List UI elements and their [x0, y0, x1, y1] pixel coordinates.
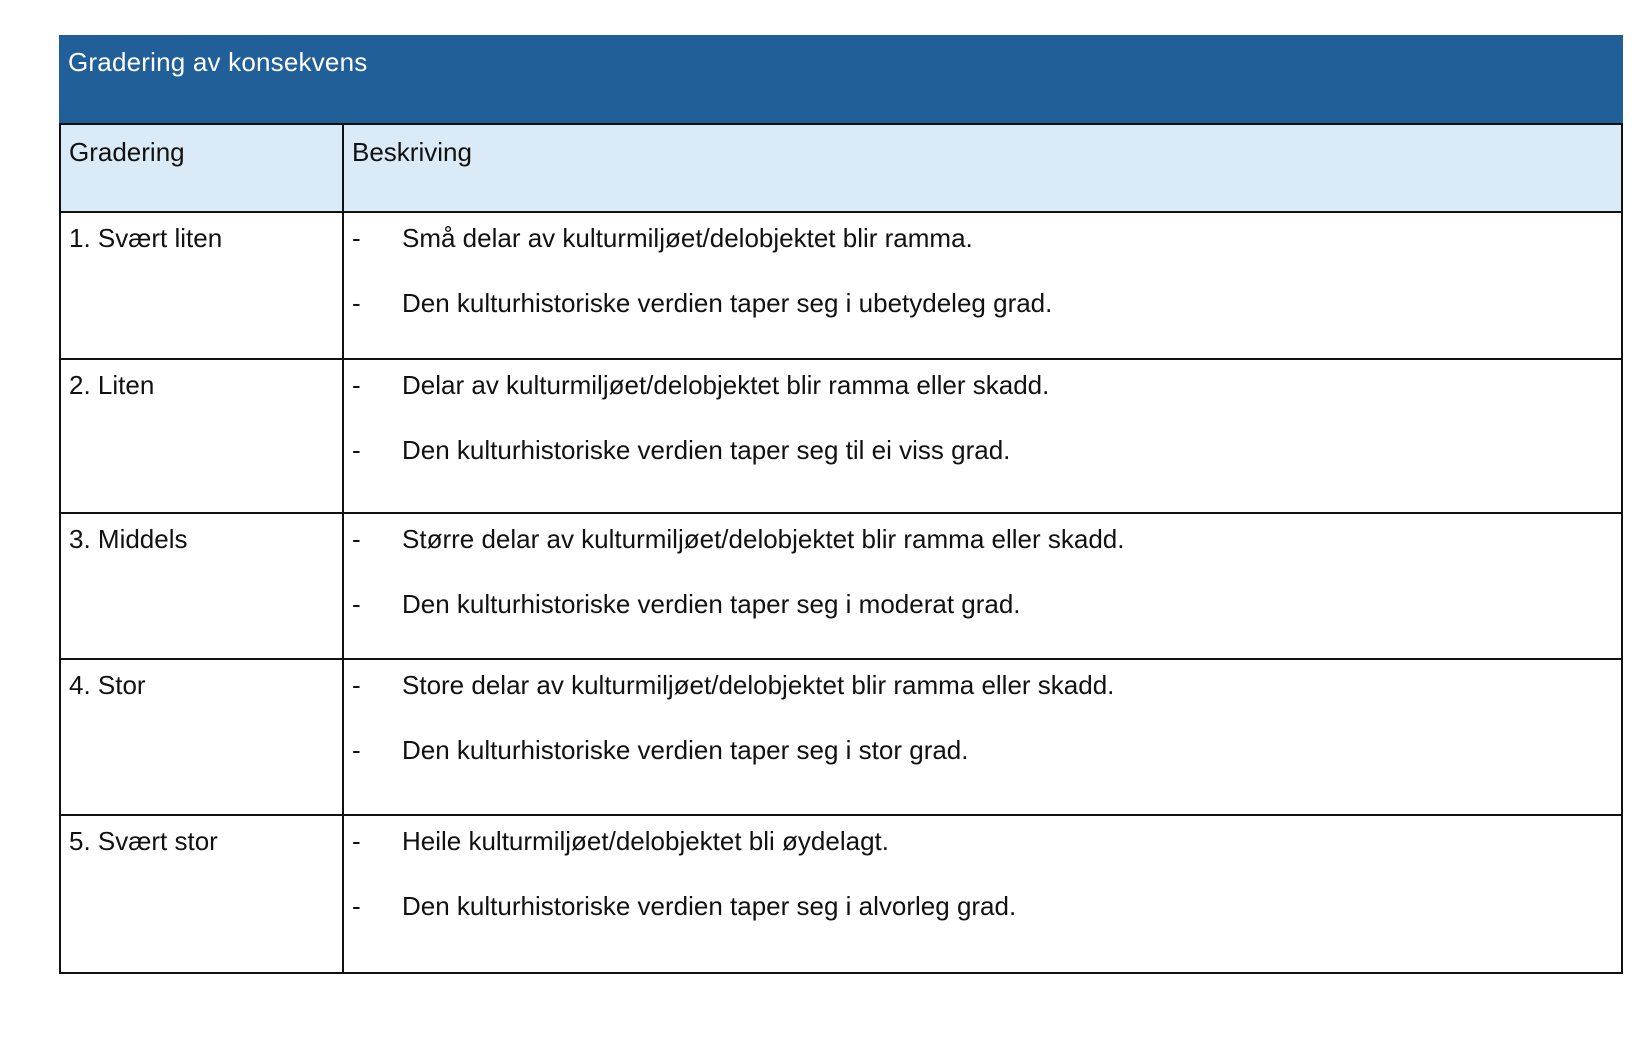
bullet-dash: - — [352, 288, 361, 318]
bullet-dash: - — [352, 524, 361, 554]
description-cell — [344, 514, 1621, 658]
table-row — [61, 514, 1621, 660]
bullet-item — [352, 524, 1613, 589]
table-row — [61, 360, 1621, 514]
grade-cell: 1. Svært liten — [61, 213, 344, 358]
bullet-dash: - — [352, 891, 361, 921]
bullet-text: Den kulturhistoriske verdien taper seg i moderat grad. — [402, 589, 1021, 619]
bullet-dash: - — [352, 223, 361, 253]
bullet-item — [352, 891, 1613, 956]
bullet-item — [352, 735, 1613, 800]
table-row — [61, 213, 1621, 360]
bullet-dash: - — [352, 735, 361, 765]
bullet-item — [352, 223, 1613, 288]
bullet-text: Større delar av kulturmiljøet/delobjektet blir ramma eller skadd. — [402, 524, 1125, 554]
grade-cell: 5. Svært stor — [61, 816, 344, 972]
table-header-row — [61, 125, 1621, 213]
bullet-text: Den kulturhistoriske verdien taper seg til ei viss grad. — [402, 435, 1011, 465]
description-cell — [344, 213, 1621, 358]
bullet-text: Store delar av kulturmiljøet/delobjektet blir ramma eller skadd. — [402, 670, 1115, 700]
bullet-text: Den kulturhistoriske verdien taper seg i stor grad. — [402, 735, 969, 765]
consequence-grading-table — [59, 35, 1623, 974]
bullet-item — [352, 370, 1613, 435]
bullet-dash: - — [352, 370, 361, 400]
description-cell — [344, 360, 1621, 512]
grade-cell: 2. Liten — [61, 360, 344, 512]
bullet-dash: - — [352, 435, 361, 465]
header-grade: Gradering — [61, 125, 344, 211]
bullet-text: Delar av kulturmiljøet/delobjektet blir ramma eller skadd. — [402, 370, 1050, 400]
bullet-item — [352, 288, 1613, 353]
description-cell — [344, 816, 1621, 972]
grade-cell: 3. Middels — [61, 514, 344, 658]
bullet-dash: - — [352, 670, 361, 700]
bullet-item — [352, 589, 1613, 654]
bullet-item — [352, 435, 1613, 500]
bullet-text: Små delar av kulturmiljøet/delobjektet blir ramma. — [402, 223, 973, 253]
table-title: Gradering av konsekvens — [68, 47, 368, 77]
table-row — [61, 660, 1621, 816]
header-description: Beskriving — [352, 137, 472, 167]
bullet-item — [352, 670, 1613, 735]
bullet-dash: - — [352, 826, 361, 856]
table-title-bar — [59, 35, 1623, 123]
bullet-text: Den kulturhistoriske verdien taper seg i alvorleg grad. — [402, 891, 1017, 921]
bullet-text: Den kulturhistoriske verdien taper seg i ubetydeleg grad. — [402, 288, 1053, 318]
table-grid — [59, 123, 1623, 974]
table-row — [61, 816, 1621, 972]
description-cell — [344, 660, 1621, 814]
grade-cell: 4. Stor — [61, 660, 344, 814]
bullet-text: Heile kulturmiljøet/delobjektet bli øydelagt. — [402, 826, 889, 856]
bullet-dash: - — [352, 589, 361, 619]
bullet-item — [352, 826, 1613, 891]
